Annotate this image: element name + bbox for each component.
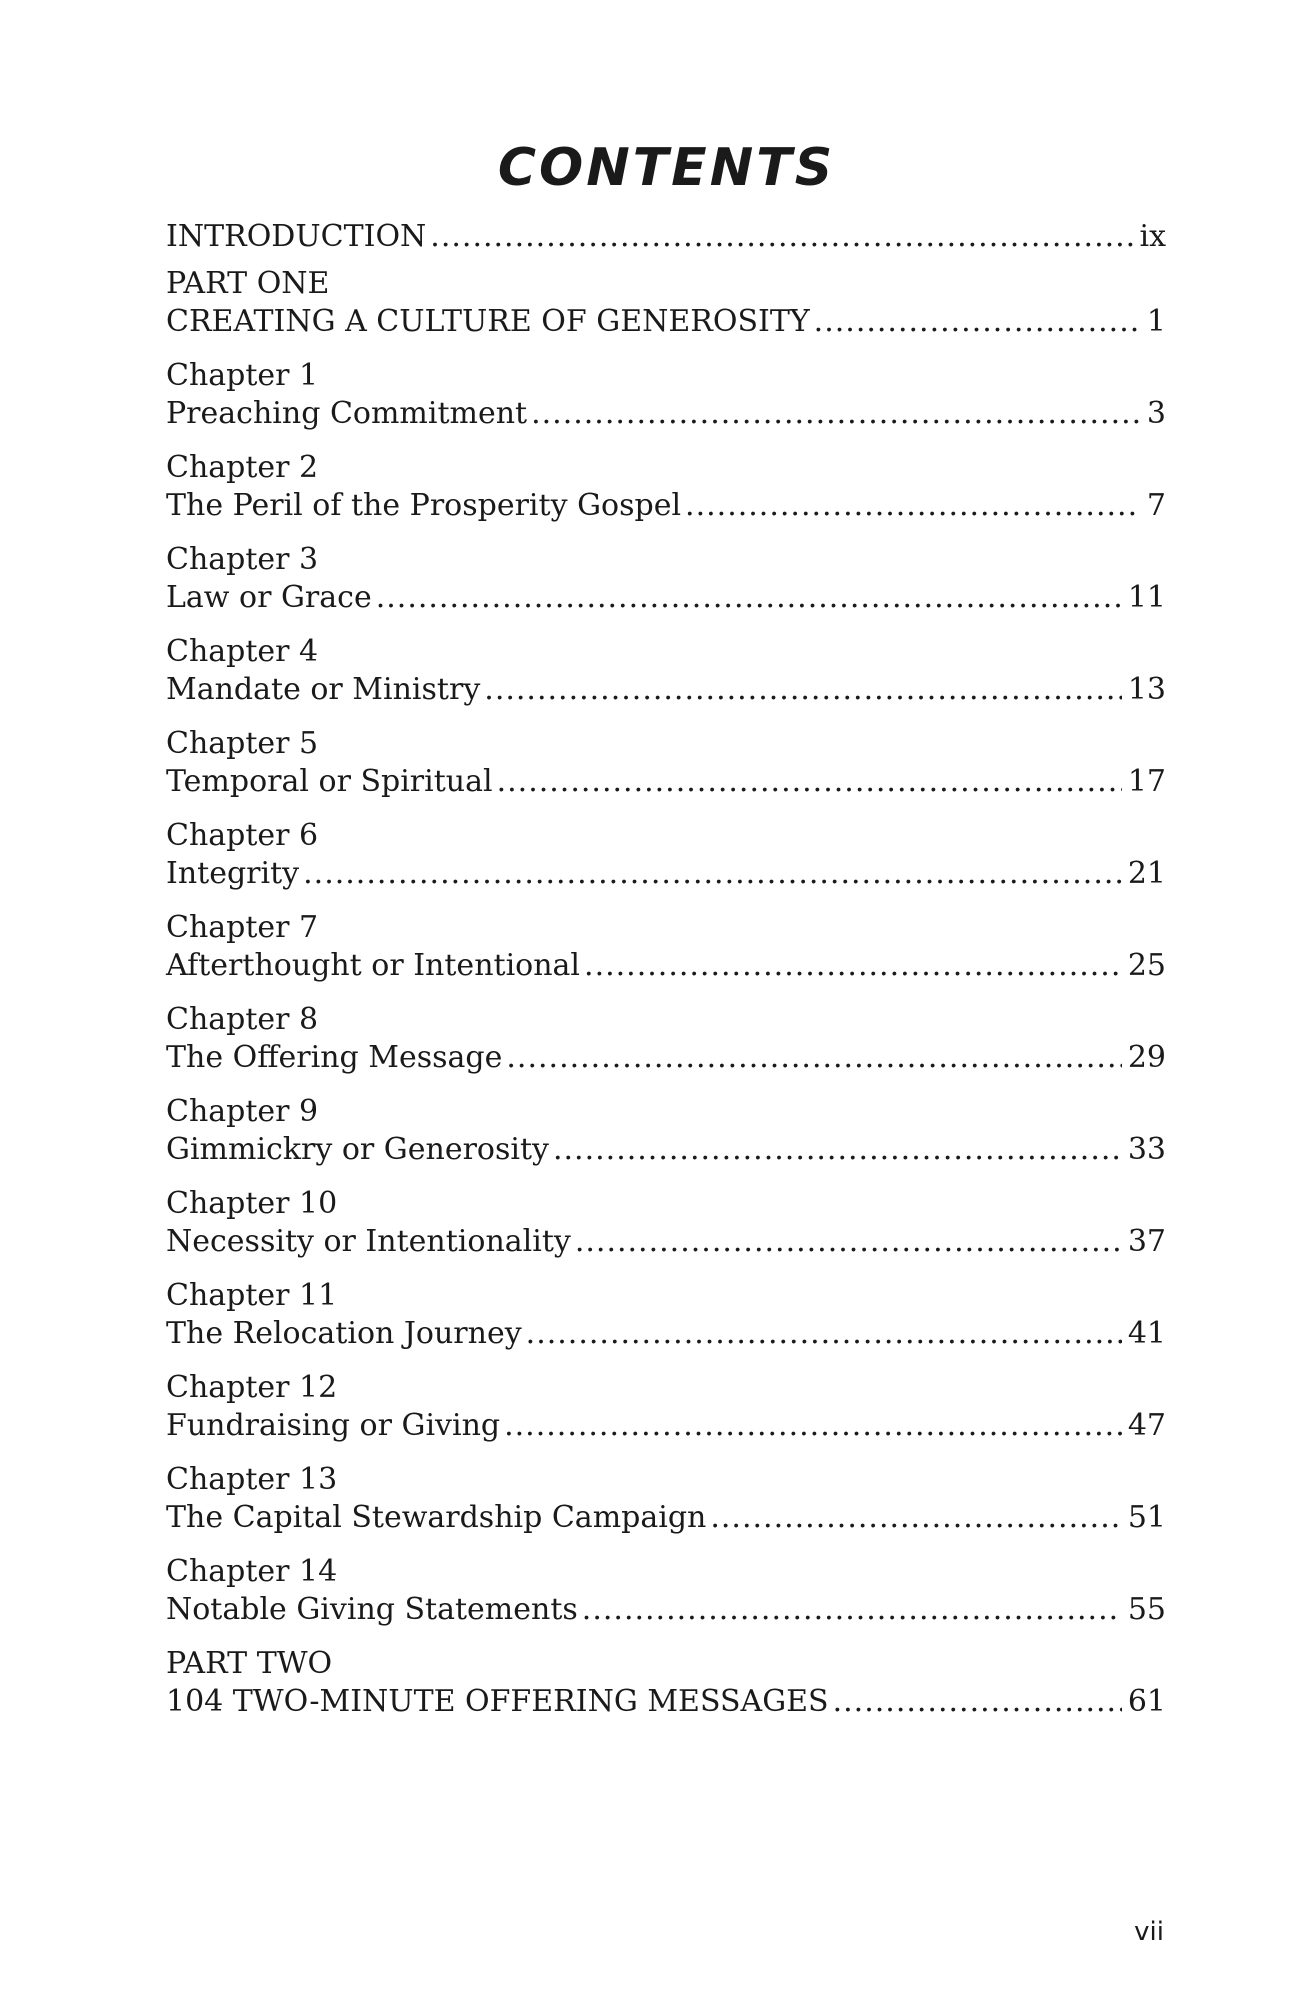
toc-entry-label: Chapter 6	[166, 818, 319, 853]
toc-entry-line	[166, 303, 1166, 341]
toc-entry-page-number: 51	[1127, 1500, 1166, 1535]
dot-leader	[506, 1039, 1121, 1077]
dot-leader	[685, 487, 1141, 525]
toc-entry-page-number: 11	[1127, 580, 1166, 615]
toc-entry	[166, 909, 1166, 985]
toc-entry-label: Chapter 9	[166, 1094, 319, 1129]
toc-entry-title: Notable Giving Statements	[166, 1591, 582, 1629]
toc-entry-page-number: 29	[1127, 1040, 1166, 1075]
page-title: CONTENTS	[497, 138, 836, 198]
toc-entry	[166, 1645, 1166, 1721]
toc-entry-title: 104 TWO-MINUTE OFFERING MESSAGES	[166, 1683, 833, 1721]
toc-entry	[166, 1185, 1166, 1261]
toc-entry	[166, 817, 1166, 893]
toc-entry	[166, 1369, 1166, 1445]
toc-entry	[166, 1277, 1166, 1353]
dot-leader	[584, 947, 1122, 985]
toc-entry-title: The Capital Stewardship Campaign	[166, 1499, 710, 1537]
dot-leader	[430, 218, 1133, 256]
toc-entry-title: Fundraising or Giving	[166, 1407, 504, 1445]
toc-entry-line	[166, 218, 1166, 256]
toc-entry-line	[166, 395, 1166, 433]
toc-entry-title: Mandate or Ministry	[166, 671, 484, 709]
toc-entry-line	[166, 855, 1166, 893]
toc-entry	[166, 1553, 1166, 1629]
toc-entry-line	[166, 1683, 1166, 1721]
toc-entry	[166, 265, 1166, 341]
toc-entry	[166, 1001, 1166, 1077]
toc-entry-page-number: 1	[1146, 304, 1166, 339]
dot-leader	[582, 1591, 1122, 1629]
toc-entry-line	[166, 1039, 1166, 1077]
dot-leader	[504, 1407, 1122, 1445]
toc-entry-line	[166, 1223, 1166, 1261]
toc-entry-line	[166, 487, 1166, 525]
toc-entry-line	[166, 763, 1166, 801]
toc-entry-label: Chapter 11	[166, 1278, 338, 1313]
toc-entry-title: Afterthought or Intentional	[166, 947, 584, 985]
toc-entry-title: Gimmickry or Generosity	[166, 1131, 553, 1169]
toc-entry-title: The Relocation Journey	[166, 1315, 526, 1353]
toc-entry	[166, 541, 1166, 617]
toc-entry-label: Chapter 14	[166, 1554, 338, 1589]
toc-entry-label: Chapter 1	[166, 358, 319, 393]
toc-entry-title: INTRODUCTION	[166, 218, 430, 256]
dot-leader	[303, 855, 1122, 893]
dot-leader	[376, 579, 1122, 617]
dot-leader	[531, 395, 1141, 433]
toc-entry-page-number: 13	[1127, 672, 1166, 707]
toc-entry-line	[166, 671, 1166, 709]
toc-entry	[166, 449, 1166, 525]
toc-entry-page-number: 3	[1146, 396, 1166, 431]
toc-entry-page-number: 55	[1127, 1592, 1166, 1627]
toc-entry	[166, 633, 1166, 709]
dot-leader	[710, 1499, 1121, 1537]
toc-entry-page-number: 37	[1127, 1224, 1166, 1259]
toc-entry-page-number: 21	[1127, 856, 1166, 891]
toc-entry-page-number: 61	[1127, 1684, 1166, 1719]
toc-entry-title: The Offering Message	[166, 1039, 506, 1077]
toc-entry-line	[166, 1407, 1166, 1445]
toc-entry-label: Chapter 3	[166, 542, 319, 577]
toc-entry-title: Temporal or Spiritual	[166, 763, 497, 801]
toc-entry-page-number: ix	[1139, 219, 1166, 254]
toc-entry-line	[166, 1131, 1166, 1169]
toc-entry-line	[166, 579, 1166, 617]
toc-entry-label: Chapter 10	[166, 1186, 338, 1221]
toc-entry-page-number: 33	[1127, 1132, 1166, 1167]
dot-leader	[484, 671, 1122, 709]
toc-entry-line	[166, 947, 1166, 985]
dot-leader	[553, 1131, 1122, 1169]
toc-entry-title: Integrity	[166, 855, 303, 893]
dot-leader	[497, 763, 1122, 801]
toc-entry-page-number: 47	[1127, 1408, 1166, 1443]
toc-entry-title: The Peril of the Prosperity Gospel	[166, 487, 685, 525]
dot-leader	[575, 1223, 1122, 1261]
toc-entry-line	[166, 1315, 1166, 1353]
toc-entry-label: Chapter 4	[166, 634, 319, 669]
toc-entry-label: Chapter 12	[166, 1370, 338, 1405]
toc-entry-label: Chapter 5	[166, 726, 319, 761]
toc-entry	[166, 725, 1166, 801]
toc-entry-page-number: 25	[1127, 948, 1166, 983]
toc-entry-title: CREATING A CULTURE OF GENEROSITY	[166, 303, 814, 341]
toc-entry-line	[166, 1499, 1166, 1537]
toc-entry-title: Preaching Commitment	[166, 395, 531, 433]
toc-entry-label: Chapter 2	[166, 450, 319, 485]
toc-entry-page-number: 7	[1146, 488, 1166, 523]
toc-entry-line	[166, 1591, 1166, 1629]
toc-entry-label: PART ONE	[166, 266, 330, 301]
page-number: vii	[1134, 1917, 1164, 1947]
toc-entry-label: PART TWO	[166, 1646, 333, 1681]
toc-entry	[166, 1461, 1166, 1537]
dot-leader	[814, 303, 1141, 341]
toc-entry-title: Necessity or Intentionality	[166, 1223, 575, 1261]
toc-entry-page-number: 41	[1127, 1316, 1166, 1351]
toc-entry-page-number: 17	[1127, 764, 1166, 799]
toc-entry-label: Chapter 13	[166, 1462, 338, 1497]
toc-entry-label: Chapter 7	[166, 910, 319, 945]
toc-entry-label: Chapter 8	[166, 1002, 319, 1037]
toc-entry	[166, 357, 1166, 433]
dot-leader	[526, 1315, 1122, 1353]
dot-leader	[833, 1683, 1122, 1721]
toc-entry-title: Law or Grace	[166, 579, 376, 617]
table-of-contents	[166, 218, 1166, 1737]
toc-entry	[166, 1093, 1166, 1169]
toc-entry	[166, 218, 1166, 256]
